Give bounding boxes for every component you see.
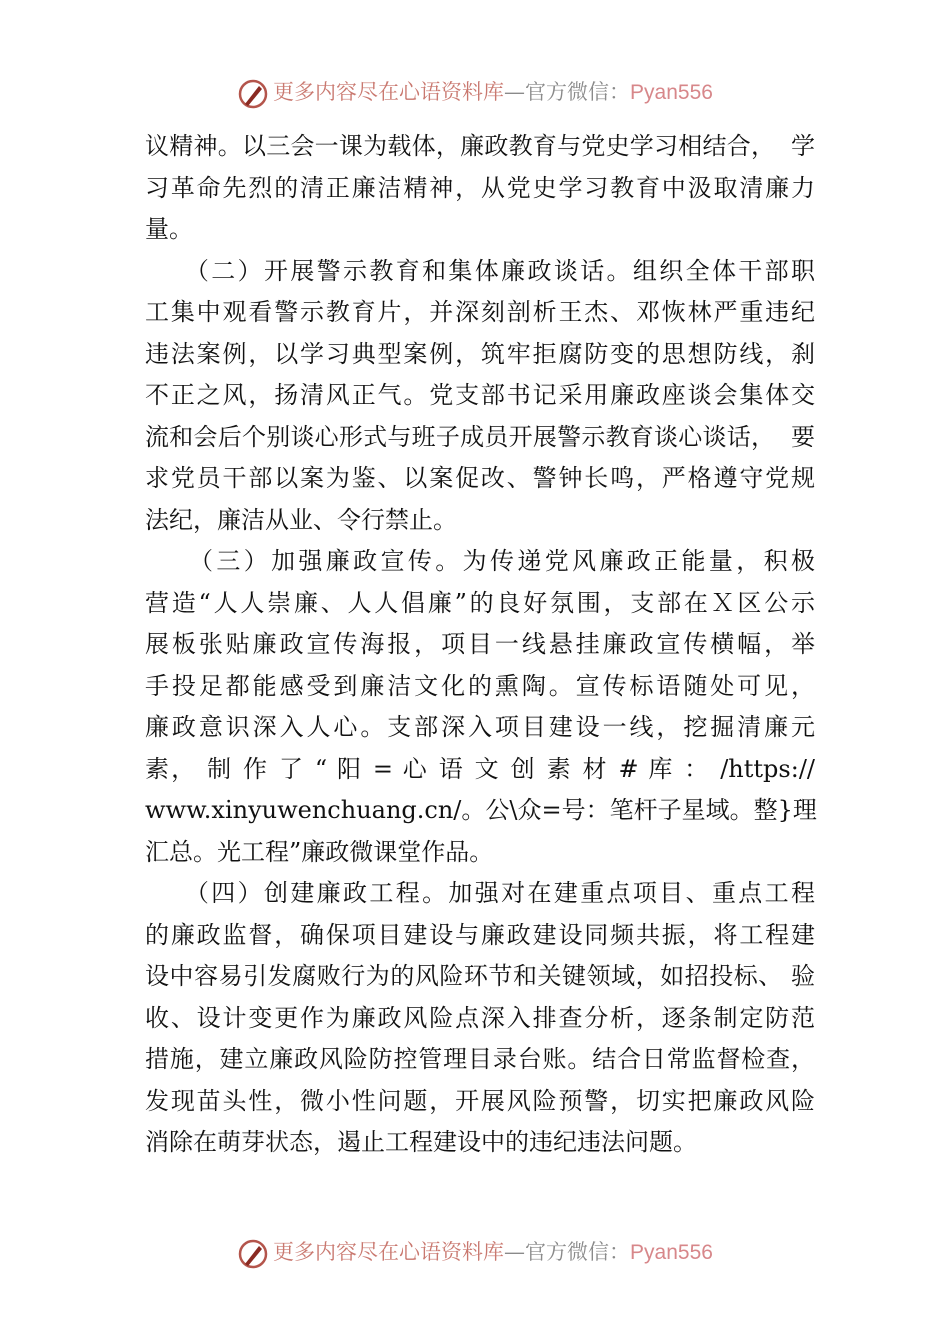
text-line: 设中容易引发腐败行为的风险环节和关键领域，如招投标、 验: [145, 962, 815, 990]
watermark-text: —官方微信：: [504, 1240, 631, 1264]
text-line: 的廉政监督，确保项目建设与廉政建设同频共振，将工程建: [145, 920, 815, 949]
text-line: 汇总。光工程”廉政微课堂作品。: [145, 837, 494, 866]
pen-logo-icon: [237, 1238, 269, 1270]
text-line: 收、设计变更作为廉政风险点深入排查分析，逐条制定防范: [145, 1003, 815, 1032]
watermark-wechat-id: Pyan556: [630, 81, 713, 104]
text-line: 营造“人人崇廉、人人倡廉”的良好氛围，支部在Ｘ区公示: [145, 588, 815, 617]
watermark-text: —官方微信：: [504, 80, 631, 104]
text-line: 求党员干部以案为鉴、以案促改、警钟长鸣，严格遵守党规: [145, 464, 815, 492]
text-line: 措施，建立廉政风险防控管理目录台账。结合日常监督检查，: [145, 1045, 815, 1073]
watermark-footer: [0, 1234, 950, 1270]
watermark-text: 更多内容尽在心语资料库: [273, 80, 505, 104]
text-line: 消除在萌芽状态，遏止工程建设中的违纪违法问题。: [145, 1128, 697, 1156]
text-line: （四）创建廉政工程。加强对在建重点项目、重点工程: [145, 879, 815, 907]
text-line: 不正之风，扬清风正气。党支部书记采用廉政座谈会集体交: [145, 381, 815, 409]
pen-logo-icon: [237, 78, 269, 110]
text-line: 习革命先烈的清正廉洁精神，从党史学习教育中汲取清廉力: [145, 173, 815, 202]
text-line: 素， 制 作 了 “ 阳 = 心 语 文 创 素 材 # 库 ： /https://: [145, 754, 815, 783]
text-line: 违法案例，以学习典型案例，筑牢拒腐防变的思想防线，刹: [145, 339, 815, 368]
text-line: （三）加强廉政宣传。为传递党风廉政正能量，积极: [145, 547, 815, 575]
text-line: www.xinyuwenchuang.cn/。公\众=号：笔杆子星域。整}理: [145, 796, 817, 824]
text-line: 手投足都能感受到廉洁文化的熏陶。宣传标语随处可见，: [145, 671, 815, 700]
watermark-header: [0, 74, 950, 110]
text-line: 量。: [145, 215, 193, 243]
text-line: 发现苗头性，微小性问题，开展风险预警，切实把廉政风险: [145, 1086, 815, 1115]
text-line: （二）开展警示教育和集体廉政谈话。组织全体干部职: [145, 256, 815, 285]
watermark-text: 更多内容尽在心语资料库: [273, 1240, 505, 1264]
text-line: 议精神。以三会一课为载体，廉政教育与党史学习相结合， 学: [145, 132, 815, 160]
text-line: 流和会后个别谈心形式与班子成员开展警示教育谈心谈话， 要: [145, 422, 815, 451]
text-line: 展板张贴廉政宣传海报，项目一线悬挂廉政宣传横幅，举: [145, 630, 815, 658]
text-line: 法纪，廉洁从业、令行禁止。: [145, 505, 457, 534]
text-line: 廉政意识深入人心。支部深入项目建设一线，挖掘清廉元: [145, 713, 815, 741]
text-line: 工集中观看警示教育片，并深刻剖析王杰、邓恢林严重违纪: [145, 298, 815, 326]
watermark-wechat-id: Pyan556: [630, 1241, 713, 1264]
